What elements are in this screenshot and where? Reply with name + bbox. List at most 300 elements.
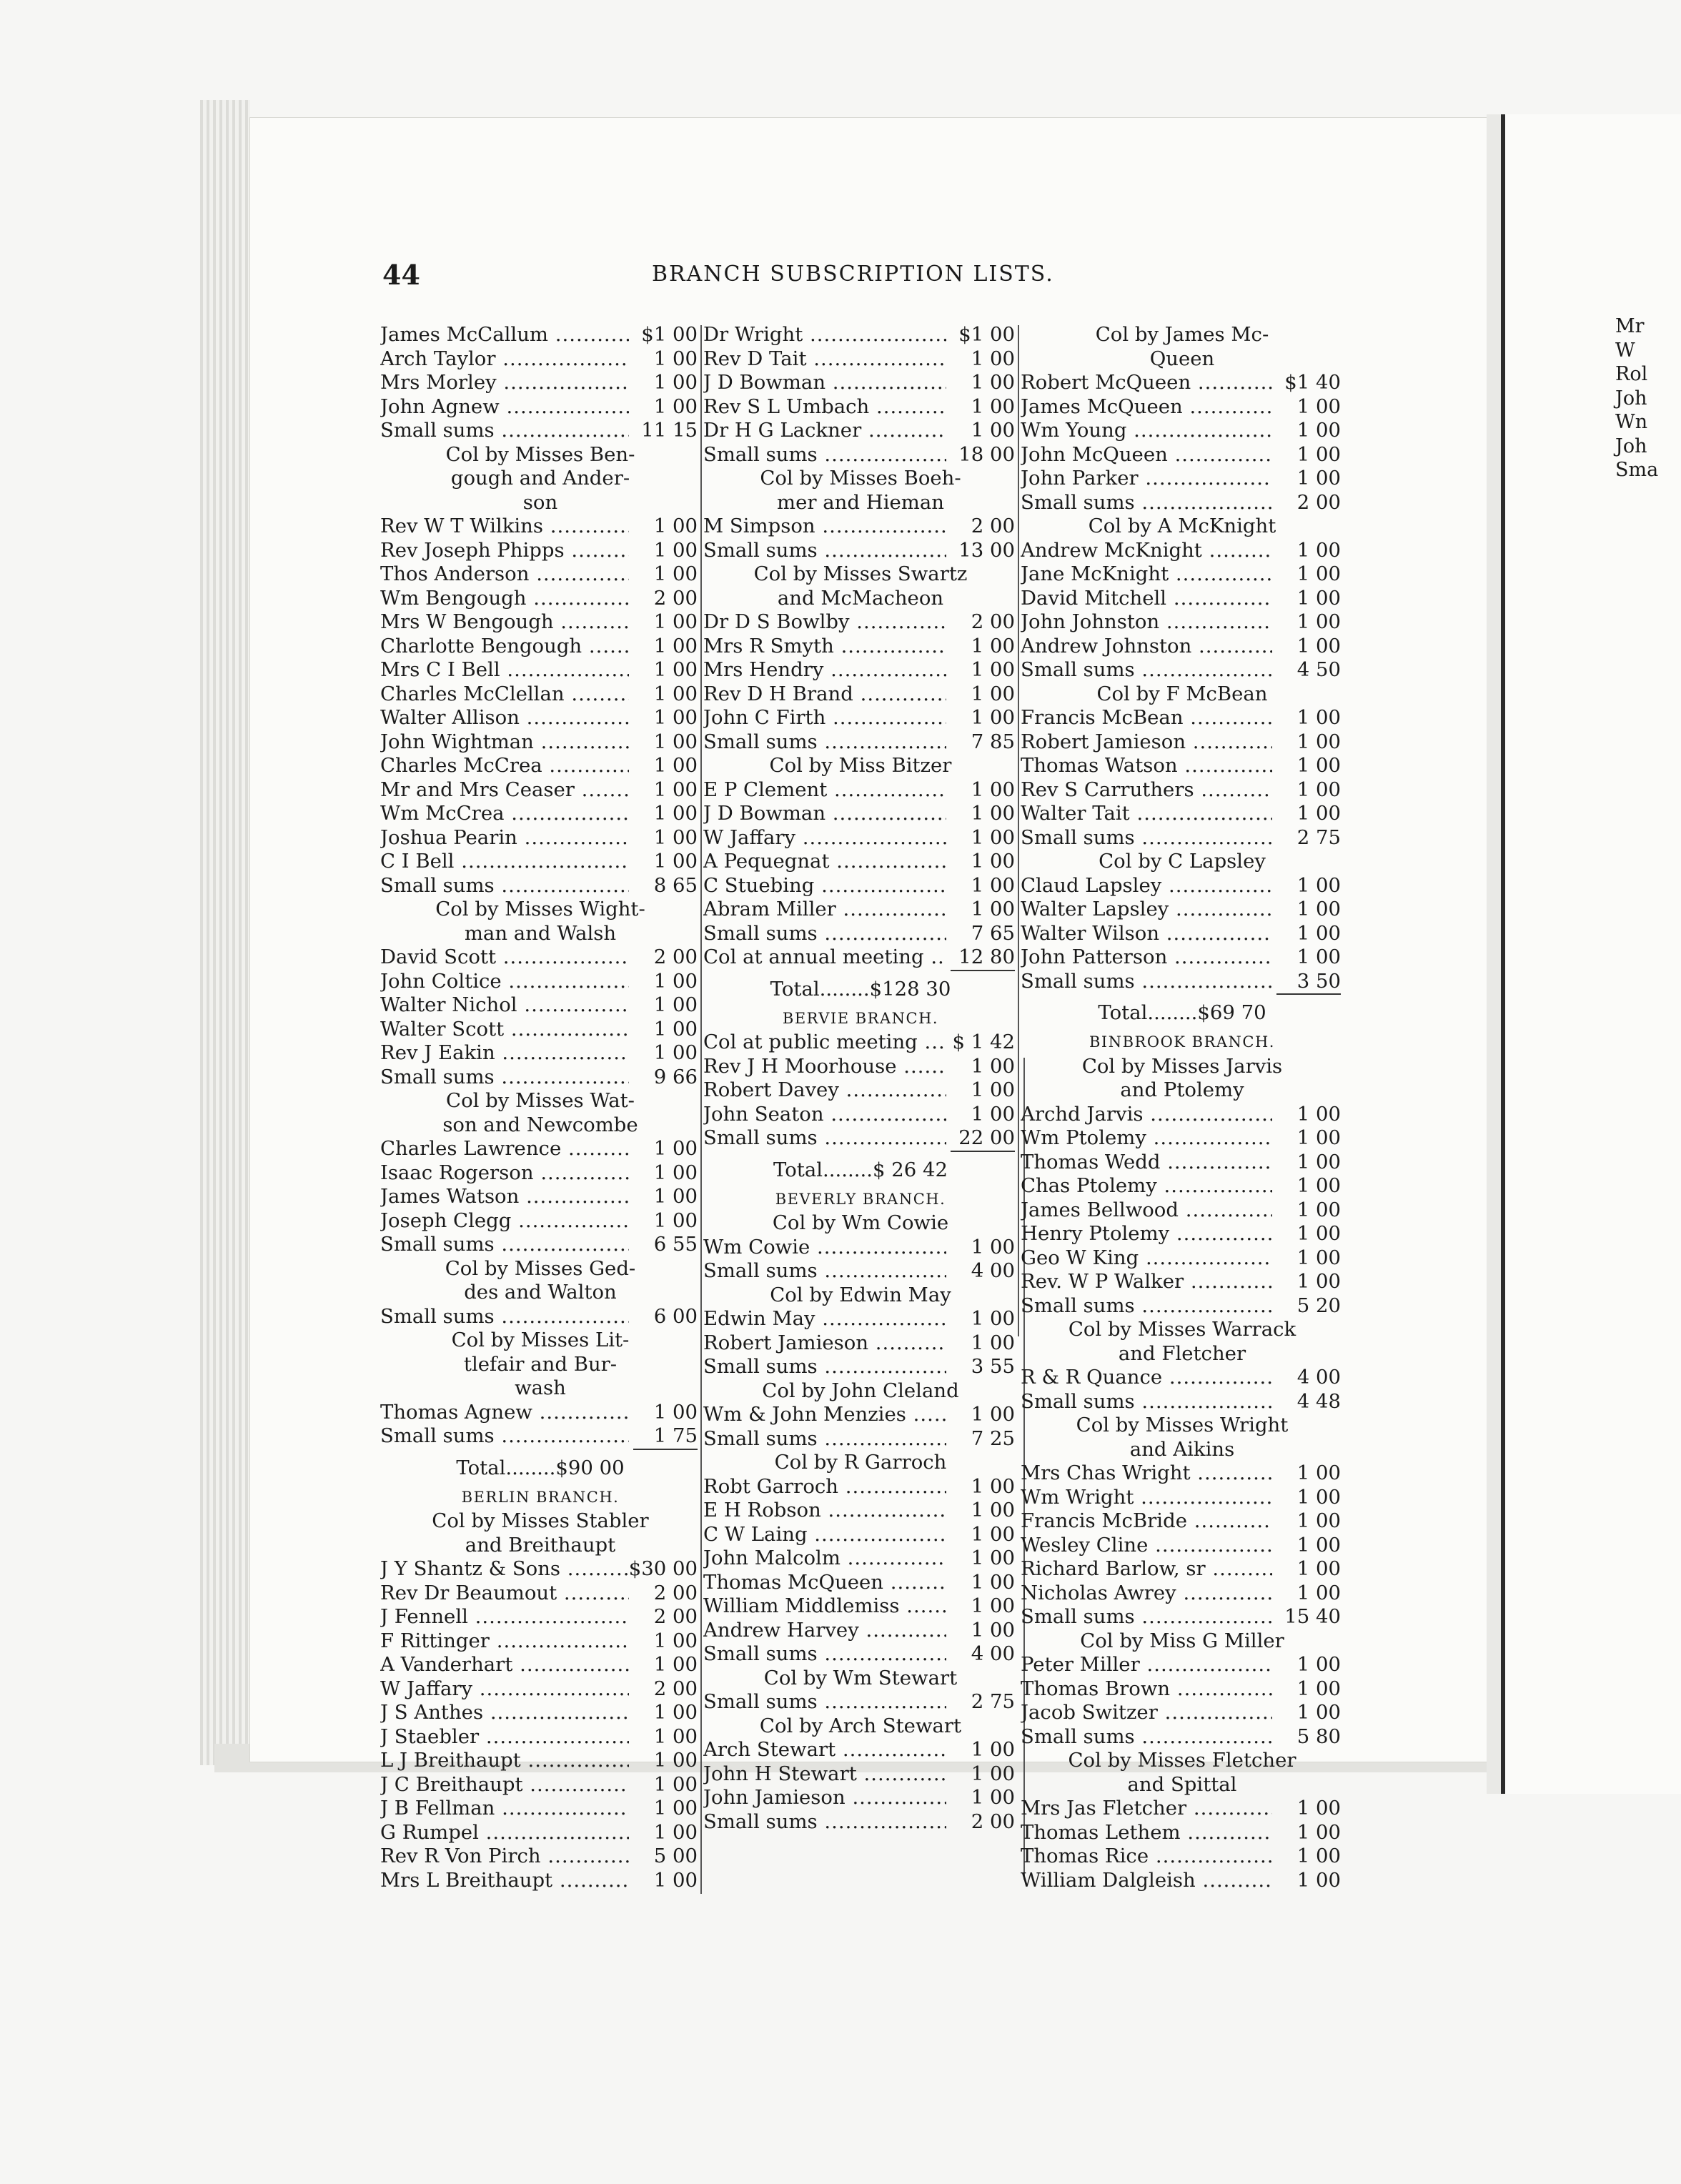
list-entry: [1021, 1701, 1344, 1725]
branch-total: [1021, 995, 1344, 1031]
subscription-amount: 1 00: [1296, 1198, 1341, 1221]
running-head: BRANCH SUBSCRIPTION LISTS.: [652, 262, 1054, 287]
subscriber-name: John Agnew .....: [380, 395, 629, 420]
subscription-amount: 1 00: [653, 371, 698, 394]
collector-heading: Col by Misses Jarvis: [1081, 1054, 1283, 1078]
right-page-fragment: Mr: [1615, 315, 1645, 337]
subscription-amount: 1 00: [971, 1331, 1015, 1354]
subscription-amount: 7 85: [971, 730, 1015, 753]
list-entry: [1021, 1390, 1344, 1414]
subscriber-name: Dr Wright .....: [703, 323, 946, 347]
list-entry: [380, 993, 700, 1018]
leader-dots: ........: [1147, 1001, 1198, 1024]
collector-heading: and McMacheon: [777, 586, 944, 610]
subscriber-name: Mrs L Breithaupt .....: [380, 1869, 629, 1893]
subscription-amount: 1 00: [653, 802, 698, 825]
subscription-amount: 1 00: [1296, 562, 1341, 585]
list-entry: [703, 443, 1018, 467]
subscription-amount: 1 00: [971, 347, 1015, 370]
subscriber-name: A Pequegnat .....: [703, 850, 946, 874]
subscriber-name: Isaac Rogerson .....: [380, 1161, 629, 1186]
subscription-amount: 1 00: [971, 1499, 1015, 1522]
list-entry: [1021, 874, 1344, 898]
collector-heading: Col by Misses Swartz: [753, 562, 968, 585]
subscriber-name: Small sums .....: [703, 1259, 946, 1284]
list-entry: [703, 515, 1018, 539]
subscriber-name: William Middlemiss .....: [703, 1594, 946, 1619]
subscription-amount: 4 00: [971, 1259, 1015, 1282]
collector-heading: Col by Misses Wright: [1076, 1414, 1289, 1436]
list-entry: [1021, 706, 1344, 730]
subscription-amount: 4 48: [1296, 1389, 1341, 1413]
list-entry: [1021, 1677, 1344, 1702]
list-entry: [703, 371, 1018, 395]
subscription-amount: 1 00: [1296, 1533, 1341, 1557]
subscriber-name: J Staebler .....: [380, 1725, 629, 1749]
subscription-amount: 2 00: [653, 945, 698, 968]
subscriber-name: Wm McCrea .....: [380, 802, 629, 826]
subscriber-name: G Rumpel .....: [380, 1821, 629, 1845]
list-entry: [1021, 1605, 1344, 1629]
subscription-amount: 1 00: [1296, 1820, 1341, 1844]
list-entry: [703, 730, 1018, 755]
list-entry: [703, 1355, 1018, 1379]
subscriber-name: Wm Cowie .....: [703, 1236, 946, 1260]
subscriber-name: Charlotte Bengough .....: [380, 635, 629, 659]
list-entry: [380, 635, 700, 659]
list-entry: [380, 1677, 700, 1702]
subscription-amount: 1 00: [1296, 1174, 1341, 1197]
list-entry: [1021, 371, 1344, 395]
subscriber-name: E P Clement .....: [703, 778, 946, 803]
subscription-amount: 1 00: [653, 1017, 698, 1041]
subscriber-name: Wm & John Menzies .....: [703, 1403, 946, 1427]
subscriber-name: Nicholas Awrey .....: [1021, 1582, 1272, 1606]
subscription-amount: 1 00: [1296, 1653, 1341, 1676]
right-page-fragment: W: [1615, 339, 1635, 362]
subscriber-name: Small sums .....: [703, 1690, 946, 1714]
subscription-amount: 1 00: [1296, 1509, 1341, 1532]
subscriber-name: Robert Jamieson .....: [703, 1331, 946, 1356]
subscription-amount: 1 00: [653, 1724, 698, 1748]
subscriber-name: Geo W King .....: [1021, 1246, 1272, 1271]
collector-heading: Col by C Lapsley: [1099, 850, 1266, 873]
collector-heading: Col by Misses Ben-: [445, 442, 635, 466]
subscription-amount: 1 00: [1296, 1677, 1341, 1700]
list-entry: [703, 826, 1018, 850]
subscriber-name: Richard Barlow, sr .....: [1021, 1557, 1272, 1582]
subscriber-name: C Stuebing .....: [703, 874, 946, 898]
subscription-amount: 1 00: [653, 515, 698, 537]
subscription-amount: 1 00: [653, 706, 698, 729]
collector-heading: Col by James Mc-: [1095, 323, 1269, 346]
subscription-amount: 1 00: [653, 562, 698, 585]
subscription-amount: 2 00: [971, 515, 1015, 537]
subscriber-name: John Patterson .....: [1021, 945, 1272, 970]
column-divider: [1018, 325, 1019, 1336]
subscription-amount: 7 65: [971, 921, 1015, 945]
list-entry: [1021, 1845, 1344, 1869]
collector-heading: Col by A McKnight: [1088, 515, 1276, 537]
subscriber-name: Small sums .....: [703, 1810, 946, 1835]
collector-heading: Col by Misses Lit-: [451, 1329, 630, 1351]
right-page-fragments: [1615, 314, 1658, 482]
list-entry: [1021, 1869, 1344, 1893]
list-entry: [703, 1642, 1018, 1667]
book-gutter: [1487, 114, 1501, 1794]
subscriber-name: Andrew Johnston .....: [1021, 635, 1272, 659]
branch-heading: BERLIN BRANCH.: [461, 1488, 620, 1506]
subscriber-name: C W Laing .....: [703, 1523, 946, 1547]
list-entry: [703, 1331, 1018, 1356]
collector-heading: des and Walton: [464, 1281, 617, 1304]
collector-heading: Col by Arch Stewart: [759, 1714, 962, 1737]
subscription-amount: $ 1 42: [952, 1031, 1015, 1053]
list-entry: [1021, 635, 1344, 659]
subscriber-name: Small sums .....: [703, 539, 946, 563]
right-page-fragment: Rol: [1615, 363, 1648, 385]
subscription-amount: 1 00: [971, 634, 1015, 657]
subscription-amount: 1 00: [971, 1403, 1015, 1426]
subscriber-name: J Fennell .....: [380, 1605, 629, 1629]
list-entry: [380, 754, 700, 778]
list-entry: [703, 850, 1018, 874]
subscriber-name: J B Fellman .....: [380, 1797, 629, 1821]
list-entry: [1021, 562, 1344, 587]
list-entry: [380, 1185, 700, 1209]
subscription-amount: 1 00: [653, 634, 698, 657]
subscriber-name: Jane McKnight .....: [1021, 562, 1272, 587]
list-entry: [1021, 467, 1344, 491]
subscriber-name: Small sums .....: [1021, 1725, 1272, 1749]
subscription-amount: 1 00: [1296, 1845, 1341, 1867]
list-entry: [703, 898, 1018, 922]
list-entry: [1021, 587, 1344, 611]
list-entry: [1021, 1246, 1344, 1271]
list-entry: [380, 1869, 700, 1893]
list-entry: [380, 1749, 700, 1773]
collector-heading: and Fletcher: [1118, 1341, 1246, 1365]
subscriber-name: Small sums .....: [380, 1233, 629, 1257]
subscription-amount: 11 15: [641, 419, 698, 442]
list-entry: [380, 515, 700, 539]
subscription-amount: 1 00: [1296, 1557, 1341, 1580]
subscription-amount: 2 00: [653, 1605, 698, 1628]
list-entry: [380, 1582, 700, 1606]
list-entry: [380, 1137, 700, 1161]
list-entry: [1021, 419, 1344, 443]
list-entry: [1021, 1222, 1344, 1246]
subscriber-name: Small sums .....: [1021, 491, 1272, 515]
subscriber-name: L J Breithaupt .....: [380, 1749, 629, 1773]
list-entry: [1021, 1557, 1344, 1582]
subscriber-name: James McQueen .....: [1021, 395, 1272, 420]
subscription-amount: 3 50: [1296, 969, 1341, 993]
subscription-amount: 3 55: [971, 1355, 1015, 1378]
list-entry: [380, 610, 700, 635]
subscriber-name: Arch Stewart .....: [703, 1738, 946, 1762]
subscription-amount: 15 40: [1284, 1605, 1341, 1628]
subscriber-name: James McCallum .....: [380, 323, 629, 347]
subscriber-name: Charles Lawrence .....: [380, 1137, 629, 1161]
collector-heading: Col by Misses Boeh-: [760, 467, 961, 490]
subscription-amount: 1 00: [971, 1522, 1015, 1546]
subscriber-name: C I Bell .....: [380, 850, 629, 874]
subscription-amount: $1 00: [641, 323, 698, 346]
subscription-amount: 1 00: [1296, 467, 1341, 490]
subscriber-name: Henry Ptolemy .....: [1021, 1222, 1272, 1246]
leader-dots: ........: [819, 977, 870, 1001]
list-entry: [1021, 1461, 1344, 1486]
collector-heading: Col by R Garroch: [774, 1451, 947, 1474]
list-entry: [1021, 395, 1344, 420]
collector-heading: Col by Misses Stabler: [432, 1509, 649, 1532]
list-entry: [380, 706, 700, 730]
subscription-amount: 1 00: [653, 754, 698, 777]
list-entry: [703, 945, 1018, 970]
list-entry: [703, 1307, 1018, 1331]
subscription-amount: 1 00: [1296, 586, 1341, 610]
subscriber-name: Wm Young .....: [1021, 419, 1272, 443]
subscription-amount: 2 75: [971, 1690, 1015, 1713]
subscription-amount: 1 00: [971, 1594, 1015, 1617]
subscriber-name: Robt Garroch .....: [703, 1475, 946, 1499]
subscriber-name: Small sums .....: [703, 922, 946, 946]
subscription-amount: 5 20: [1296, 1294, 1341, 1317]
subscriber-name: Rev D Tait .....: [703, 347, 946, 372]
branch-total: [703, 1152, 1018, 1188]
list-entry: [1021, 754, 1344, 778]
subscriber-name: J D Bowman .....: [703, 371, 946, 395]
subscription-amount: 1 00: [653, 850, 698, 873]
list-entry: [380, 1018, 700, 1042]
subscriber-name: Rev. W P Walker .....: [1021, 1270, 1272, 1294]
list-entry: [703, 682, 1018, 707]
page-number: 44: [382, 259, 420, 291]
subscription-amount: 1 00: [971, 1618, 1015, 1642]
list-entry: [703, 1427, 1018, 1451]
subscription-column-2: [703, 323, 1018, 1834]
subscription-amount: 1 75: [653, 1424, 698, 1447]
subscription-amount: 1 00: [971, 1786, 1015, 1809]
list-entry: [380, 1773, 700, 1797]
list-entry: [380, 539, 700, 563]
right-page-fragment: Sma: [1615, 459, 1659, 481]
total-label: Total: [1098, 1001, 1148, 1024]
subscription-amount: 1 00: [971, 682, 1015, 705]
subscriber-name: Walter Allison .....: [380, 706, 629, 730]
subscriber-name: Small sums .....: [1021, 1605, 1272, 1629]
subscriber-name: Robert McQueen .....: [1021, 371, 1272, 395]
subscription-amount: 1 00: [653, 1208, 698, 1232]
subscriber-name: Dr H G Lackner .....: [703, 419, 946, 443]
total-label: Total: [770, 977, 820, 1001]
collector-heading: Col by Miss Bitzer: [769, 754, 952, 777]
subscriber-name: J C Breithaupt .....: [380, 1773, 629, 1797]
subscription-amount: 1 00: [971, 1474, 1015, 1498]
list-entry: [703, 1403, 1018, 1427]
list-entry: [1021, 610, 1344, 635]
collector-heading: Col by Misses Wight-: [435, 898, 645, 920]
subscription-amount: 1 00: [1296, 730, 1341, 753]
list-entry: [380, 1209, 700, 1234]
list-entry: [703, 1126, 1018, 1151]
subscription-amount: 1 00: [971, 371, 1015, 394]
collector-heading: son and Newcombe: [442, 1113, 638, 1136]
list-entry: [1021, 539, 1344, 563]
subscriber-name: Rev R Von Pirch .....: [380, 1845, 629, 1869]
subscription-amount: 1 00: [1296, 1222, 1341, 1245]
subscription-amount: 1 00: [971, 778, 1015, 801]
subscriber-name: John Johnston .....: [1021, 610, 1272, 635]
subscriber-name: Small sums .....: [703, 443, 946, 467]
subscriber-name: Thomas Wedd .....: [1021, 1151, 1272, 1175]
subscriber-name: Joseph Clegg .....: [380, 1209, 629, 1234]
list-entry: [380, 658, 700, 682]
total-label: Total: [773, 1158, 823, 1181]
list-entry: [703, 419, 1018, 443]
subscription-amount: 1 00: [971, 1235, 1015, 1259]
right-page-fragment: Joh: [1615, 435, 1647, 457]
right-page-fragment: Wn: [1615, 411, 1648, 433]
collector-heading: Col by Misses Ged-: [445, 1256, 636, 1280]
subscription-amount: 1 00: [971, 1738, 1015, 1761]
subscription-amount: $1 40: [1284, 371, 1341, 394]
subscriber-name: Andrew McKnight .....: [1021, 539, 1272, 563]
subscriber-name: Rev J H Moorhouse .....: [703, 1055, 946, 1079]
list-entry: [703, 1475, 1018, 1499]
subscription-amount: 1 00: [653, 538, 698, 562]
subscription-amount: 1 00: [1296, 778, 1341, 801]
list-entry: [380, 778, 700, 803]
subscriber-name: David Mitchell .....: [1021, 587, 1272, 611]
list-entry: [380, 562, 700, 587]
subscription-amount: 2 00: [653, 1677, 698, 1700]
list-entry: [380, 730, 700, 755]
list-entry: [380, 395, 700, 420]
collector-heading: and Breithaupt: [465, 1533, 616, 1557]
subscription-amount: 1 00: [971, 873, 1015, 897]
subscription-amount: 1 00: [1296, 1102, 1341, 1126]
list-entry: [703, 395, 1018, 420]
subscription-amount: 4 00: [971, 1642, 1015, 1665]
subscription-amount: 1 00: [971, 1054, 1015, 1078]
subscriber-name: Mrs Hendry .....: [703, 658, 946, 682]
collector-heading: mer and Hieman: [777, 490, 944, 514]
subscription-amount: 1 00: [653, 825, 698, 849]
list-entry: [380, 1845, 700, 1869]
subscriber-name: Chas Ptolemy .....: [1021, 1174, 1272, 1198]
collector-heading: and Ptolemy: [1120, 1078, 1244, 1101]
subscriber-name: Wesley Cline .....: [1021, 1534, 1272, 1558]
list-entry: [380, 1797, 700, 1821]
subscription-amount: 1 00: [1296, 1461, 1341, 1484]
collector-heading: man and Walsh: [464, 921, 617, 945]
subscription-amount: $1 00: [958, 323, 1015, 346]
list-entry: [703, 1786, 1018, 1810]
branch-heading: BINBROOK BRANCH.: [1089, 1033, 1275, 1051]
subscription-amount: 1 00: [971, 898, 1015, 920]
subscription-amount: 1 00: [653, 1797, 698, 1820]
subscription-amount: 1 00: [971, 419, 1015, 442]
subscription-amount: 1 00: [653, 682, 698, 705]
subscriber-name: David Scott .....: [380, 945, 629, 970]
subscriber-name: J Y Shantz & Sons .....: [380, 1557, 629, 1582]
list-entry: [380, 945, 700, 970]
subscriber-name: Small sums .....: [380, 1305, 629, 1329]
subscriber-name: Small sums .....: [380, 419, 629, 443]
collector-heading: Col by Misses Fletcher: [1068, 1749, 1296, 1772]
subscriber-name: W Jaffary .....: [703, 826, 946, 850]
collector-heading: son: [522, 490, 558, 514]
subscriber-name: Jacob Switzer .....: [1021, 1701, 1272, 1725]
subscription-amount: 1 00: [1296, 706, 1341, 729]
subscriber-name: Robert Davey .....: [703, 1078, 946, 1103]
subscription-amount: 1 00: [653, 778, 698, 801]
list-entry: [703, 1523, 1018, 1547]
subscriber-name: Mrs R Smyth .....: [703, 635, 946, 659]
subscriber-name: Small sums .....: [380, 874, 629, 898]
list-entry: [380, 874, 700, 898]
subscriber-name: Wm Wright .....: [1021, 1486, 1272, 1510]
list-entry: [703, 1571, 1018, 1595]
collector-heading: tlefair and Bur-: [463, 1352, 618, 1376]
book-page-edges: [200, 100, 250, 1765]
subscription-amount: 1 00: [653, 610, 698, 633]
subscription-amount: 5 80: [1296, 1724, 1341, 1748]
collector-heading: Col by John Cleland: [762, 1379, 959, 1402]
subscriber-name: Thomas Watson .....: [1021, 754, 1272, 778]
subscriber-name: Rev Dr Beaumout .....: [380, 1582, 629, 1606]
list-entry: [703, 1031, 1018, 1055]
list-entry: [380, 1629, 700, 1654]
subscription-amount: 1 00: [971, 1102, 1015, 1126]
subscription-amount: 1 00: [1296, 1581, 1341, 1604]
list-entry: [1021, 1509, 1344, 1534]
subscriber-name: Mrs Morley .....: [380, 371, 629, 395]
list-entry: [703, 1259, 1018, 1284]
subscriber-name: Archd Jarvis .....: [1021, 1103, 1272, 1127]
subscriber-name: Small sums .....: [703, 730, 946, 755]
subscriber-name: Abram Miller .....: [703, 898, 946, 922]
subscriber-name: John Seaton .....: [703, 1103, 946, 1127]
list-entry: [1021, 922, 1344, 946]
list-entry: [703, 1619, 1018, 1643]
subscriber-name: John C Firth .....: [703, 706, 946, 730]
total-amount: $90 00: [555, 1456, 625, 1479]
subscription-amount: 1 00: [653, 394, 698, 418]
subscription-amount: 1 00: [653, 1629, 698, 1652]
subscription-amount: 1 00: [971, 825, 1015, 849]
right-page-fragment: Joh: [1615, 387, 1647, 409]
list-entry: [703, 706, 1018, 730]
list-entry: [380, 587, 700, 611]
subscription-amount: 1 00: [1296, 538, 1341, 562]
subscription-amount: 1 00: [653, 1701, 698, 1724]
subscriber-name: F Rittinger .....: [380, 1629, 629, 1654]
subscriber-name: Small sums .....: [703, 1427, 946, 1451]
list-entry: [1021, 1103, 1344, 1127]
subscriber-name: E H Robson .....: [703, 1499, 946, 1523]
list-entry: [380, 1653, 700, 1677]
subscriber-name: Thomas Lethem .....: [1021, 1821, 1272, 1845]
list-entry: [380, 802, 700, 826]
list-entry: [703, 1078, 1018, 1103]
subscriber-name: Small sums .....: [1021, 1390, 1272, 1414]
subscription-amount: 1 00: [653, 1868, 698, 1892]
subscriber-name: J D Bowman .....: [703, 802, 946, 826]
list-entry: [1021, 658, 1344, 682]
